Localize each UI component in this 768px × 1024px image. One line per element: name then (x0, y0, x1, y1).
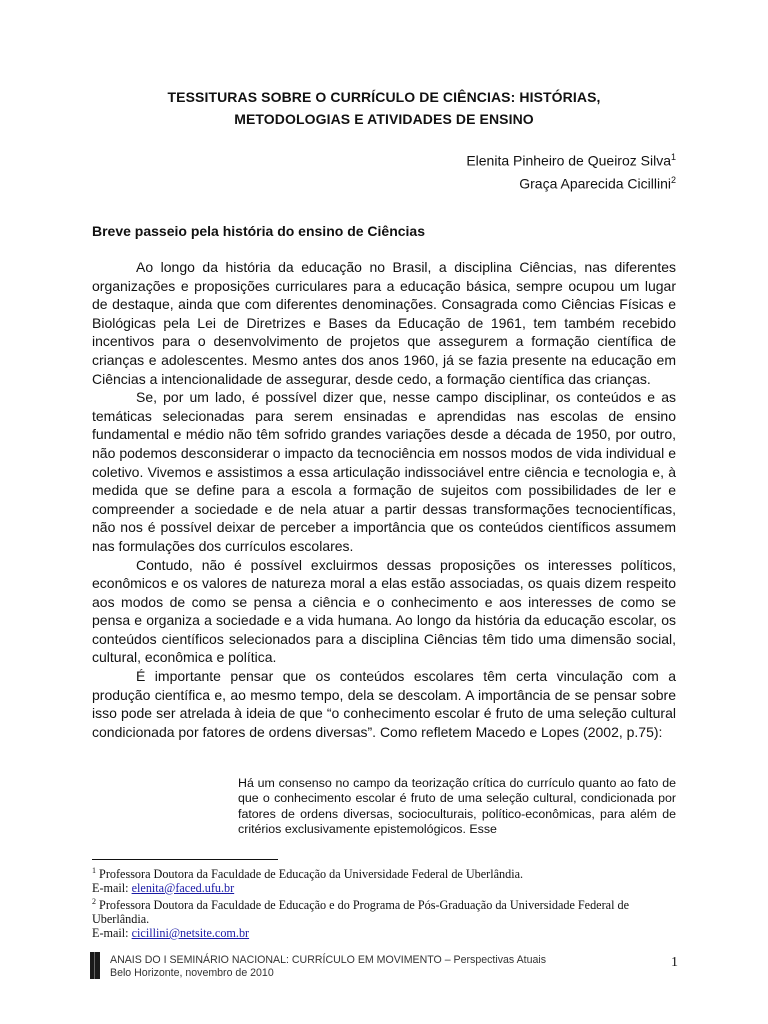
footnote-email-line (92, 882, 676, 896)
block-quote: Há um consenso no campo da teorização crítica do currículo quanto ao fato de que o conhecimento escolar é fruto de uma seleção cultural, condicionada por fatores de ordens diversas, socioculturais, político-econômicas, para além de critérios exclusivamente epistemológicos. Esse (238, 776, 676, 837)
footnote-text: Professora Doutora da Faculdade de Educação e do Programa de Pós-Graduação da Universidade Federal de Uberlândia. (92, 898, 630, 927)
title-line-2: METODOLOGIAS E ATIVIDADES DE ENSINO (234, 111, 534, 127)
title-line-1: TESSITURAS SOBRE O CURRÍCULO DE CIÊNCIAS: HISTÓRIAS, (167, 89, 601, 105)
paragraph: É importante pensar que os conteúdos escolares têm certa vinculação com a produção científica e, ao mesmo tempo, dela se descolam. A importância de se pensar sobre isso pode ser atrelada à ideia de que “o conhecimento escolar é fruto de uma seleção cultural condicionada por fatores de ordens diversas”. Como refletem Macedo e Lopes (2002, p.75): (92, 668, 676, 740)
footer-line-2: Belo Horizonte, novembro de 2010 (110, 967, 274, 979)
footnote-marker[interactable]: 1 (670, 152, 676, 162)
page-number: 1 (671, 955, 678, 970)
footnote-number: 1 (92, 866, 96, 875)
author-name: Graça Aparecida Cicillini (519, 175, 671, 192)
paragraph: Ao longo da história da educação no Brasil, a disciplina Ciências, nas diferentes organizações e proposições curriculares para a educação básica, sempre ocupou um lugar de destaque, ainda que com diferentes denominações. Consagrada como Ciências Físicas e Biológicas pela Lei de Diretrizes e Bases da Educação de 1961, tem também recebido incentivos para o desenvolvimento de projetos que assegurem a formação científica de crianças e adolescentes. Mesmo antes dos anos 1960, já se fazia presente na educação em Ciências a intencionalidade de assegurar, desde cedo, a formação científica das crianças. (92, 259, 676, 387)
email-label: E-mail: (92, 925, 129, 940)
footer-mark-icon (90, 952, 100, 979)
document-title (92, 86, 676, 130)
email-label: E-mail: (92, 880, 129, 895)
footnote-marker[interactable]: 2 (670, 174, 676, 185)
author-name: Elenita Pinheiro de Queiroz Silva (466, 152, 671, 169)
footnote-2 (92, 895, 676, 926)
footnote-divider (92, 859, 278, 860)
paragraph: Contudo, não é possível excluirmos dessas proposições os interesses políticos, econômicos e os valores de natureza moral a elas estão associadas, os quais dizem respeito aos modos de como se pensa a ciência e o conhecimento e aos interesses de como se pensa e organiza a sociedade e a vida humana. Ao longo da história da educação escolar, os conteúdos científicos selecionados para a disciplina Ciências têm tido uma dimensão social, cultural, econômica e política. (92, 556, 676, 666)
footnote-number: 2 (92, 897, 96, 907)
author-2 (466, 171, 676, 194)
email-link[interactable]: cicillini@netsite.com.br (131, 925, 250, 940)
author-block (466, 148, 676, 193)
author-1 (466, 148, 676, 171)
footer-line-1: ANAIS DO I SEMINÁRIO NACIONAL: CURRÍCULO EM MOVIMENTO – Perspectivas Atuais (110, 954, 547, 966)
page-footer (110, 954, 546, 980)
footnote-email-line (92, 927, 676, 941)
footnotes (92, 864, 676, 941)
footnote-1 (92, 864, 676, 882)
section-heading: Breve passeio pela história do ensino de Ciências (92, 223, 426, 239)
body-text (92, 258, 676, 741)
email-link[interactable]: elenita@faced.ufu.br (131, 880, 235, 895)
footnote-text: Professora Doutora da Faculdade de Educação da Universidade Federal de Uberlândia. (99, 867, 524, 882)
paragraph: Se, por um lado, é possível dizer que, nesse campo disciplinar, os conteúdos e as temáticas selecionadas para serem ensinadas e aprendidas nas escolas de ensino fundamental e médio não têm sofrido grandes variações desde a década de 1950, por outro, não podemos desconsiderar o impacto da tecnociência em nossos modos de vida individual e coletivo. Vivemos e assistimos a essa articulação indissociável entre ciência e tecnologia e, à medida que se define para a escola a formação de sujeitos com possibilidades de ler e compreender a sociedade e de nela atuar a partir dessas transformações tecnocientíficas, não nos é possível deixar de perceber a importância que os conteúdos científicos assumem nas formulações dos currículos escolares. (92, 389, 676, 554)
